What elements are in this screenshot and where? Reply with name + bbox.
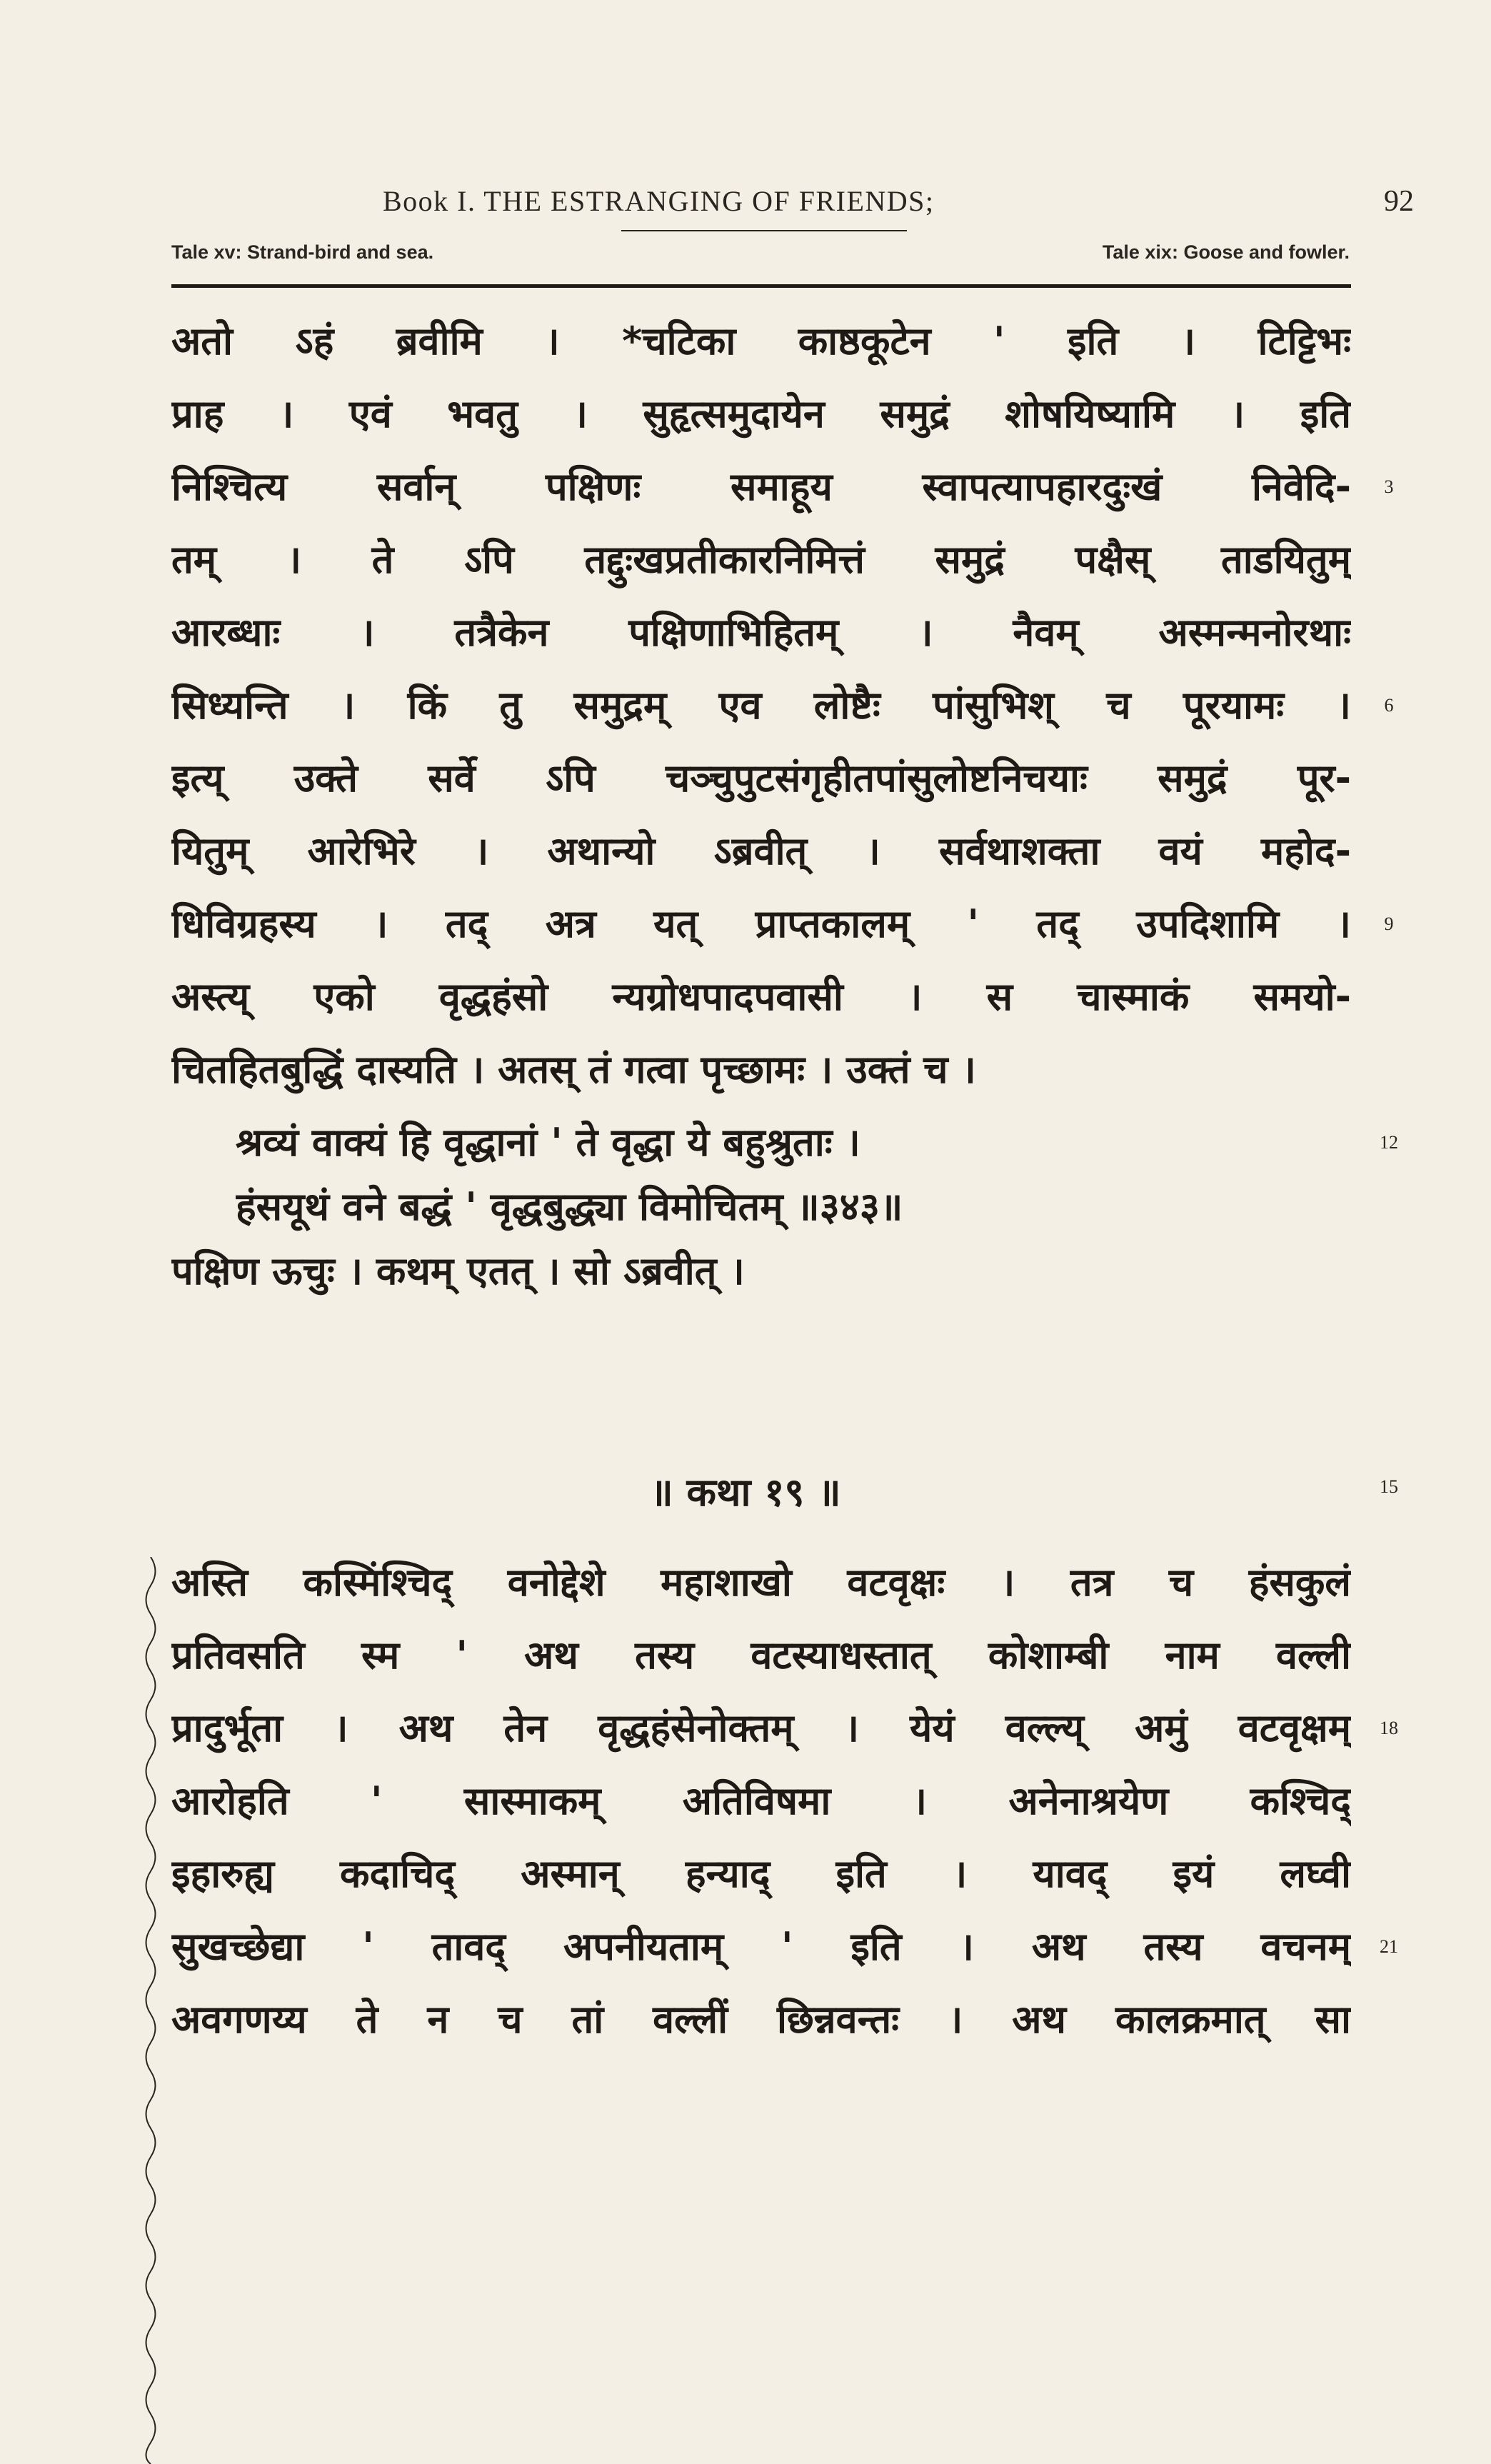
text-line: अवगणय्य ते न च तां वल्लीं छिन्नवन्तः । अथ कालक्रमात् सा bbox=[171, 1997, 1351, 2042]
text-line: प्रतिवसति स्म ' अथ तस्य वटस्याधस्तात् कोशाम्बी नाम वल्ली bbox=[171, 1633, 1351, 1678]
text-line: आरोहति ' सास्माकम् अतिविषमा । अनेनाश्रयेण कश्चिद् bbox=[171, 1778, 1351, 1823]
text-line: अस्ति कस्मिंश्चिद् वनोद्देशे महाशाखो वटवृक्षः । तत्र च हंसकुलं bbox=[171, 1560, 1351, 1605]
text-line: अस्त्य् एको वृद्धहंसो न्यग्रोधपादपवासी । स चास्माकं समयो- bbox=[171, 974, 1351, 1019]
text-line: इहारुह्य कदाचिद् अस्मान् हन्याद् इति । यावद् इयं लघ्वी bbox=[171, 1851, 1351, 1896]
tale-right-label: Tale xix: Goose and fowler. bbox=[1102, 241, 1350, 263]
text-line: अतो ऽहं ब्रवीमि । *चटिका काष्ठकूटेन ' इति । टिट्टिभः bbox=[171, 319, 1351, 364]
text-line: आरब्धाः । तत्रैकेन पक्षिणाभिहितम् । नैवम् अस्मन्मनोरथाः bbox=[171, 610, 1351, 655]
text-line: सिध्यन्ति । किं तु समुद्रम् एव लोष्टैः पांसुभिश् च पूरयामः । bbox=[171, 683, 1351, 728]
story-heading: ॥ कथा १९ ॥ bbox=[650, 1470, 841, 1515]
text-line: इत्य् उक्ते सर्वे ऽपि चञ्चुपुटसंगृहीतपांसुलोष्टनिचयाः समुद्रं पूर- bbox=[171, 756, 1351, 801]
text-line: प्राह । एवं भवतु । सुहृत्समुदायेन समुद्रं शोषयिष्यामि । इति bbox=[171, 391, 1351, 436]
line-number: 3 bbox=[1384, 476, 1394, 497]
line-number: 15 bbox=[1380, 1476, 1398, 1497]
text-line: धिविग्रहस्य । तद् अत्र यत् प्राप्तकालम् ' तद् उपदिशामि । bbox=[171, 901, 1351, 946]
running-title: Book I. THE ESTRANGING OF FRIENDS; bbox=[383, 185, 935, 217]
wavy-margin-bracket bbox=[140, 1557, 161, 2464]
line-number: 21 bbox=[1380, 1936, 1398, 1957]
text-line: सुखच्छेद्या ' तावद् अपनीयताम् ' इति । अथ तस्य वचनम् bbox=[171, 1924, 1351, 1969]
running-title-underline bbox=[621, 230, 907, 231]
text-line: तम् । ते ऽपि तद्दुःखप्रतीकारनिमित्तं समुद्रं पक्षैस् ताडयितुम् bbox=[171, 537, 1351, 582]
text-line: निश्चित्य सर्वान् पक्षिणः समाहूय स्वापत्यापहारदुःखं निवेदि- bbox=[171, 464, 1351, 509]
header-rule bbox=[171, 284, 1351, 288]
text-line: पक्षिण ऊचुः । कथम् एतत् । सो ऽब्रवीत् । bbox=[171, 1248, 745, 1293]
text-line: प्रादुर्भूता । अथ तेन वृद्धहंसेनोक्तम् । येयं वल्ल्य् अमुं वटवृक्षम् bbox=[171, 1706, 1351, 1751]
text-line: यितुम् आरेभिरे । अथान्यो ऽब्रवीत् । सर्वथाशक्ता वयं महोद- bbox=[171, 828, 1351, 873]
text-line: चितहितबुद्धिं दास्यति । अतस् तं गत्वा पृच्छामः । उक्तं च । bbox=[171, 1047, 976, 1092]
running-head bbox=[171, 184, 1414, 219]
verse-line: श्रव्यं वाक्यं हि वृद्धानां ' ते वृद्धा ये बहुश्रुताः । bbox=[236, 1120, 860, 1165]
verse-line: हंसयूथं वने बद्धं ' वृद्धबुद्ध्या विमोचितम् ॥३४३॥ bbox=[236, 1184, 903, 1229]
line-number: 12 bbox=[1380, 1132, 1398, 1153]
line-number: 6 bbox=[1384, 695, 1394, 716]
tale-left-label: Tale xv: Strand-bird and sea. bbox=[171, 241, 434, 263]
tale-subhead bbox=[171, 241, 1350, 264]
page-number: 92 bbox=[1384, 185, 1414, 218]
line-number: 9 bbox=[1384, 913, 1394, 934]
line-number: 18 bbox=[1380, 1718, 1398, 1738]
